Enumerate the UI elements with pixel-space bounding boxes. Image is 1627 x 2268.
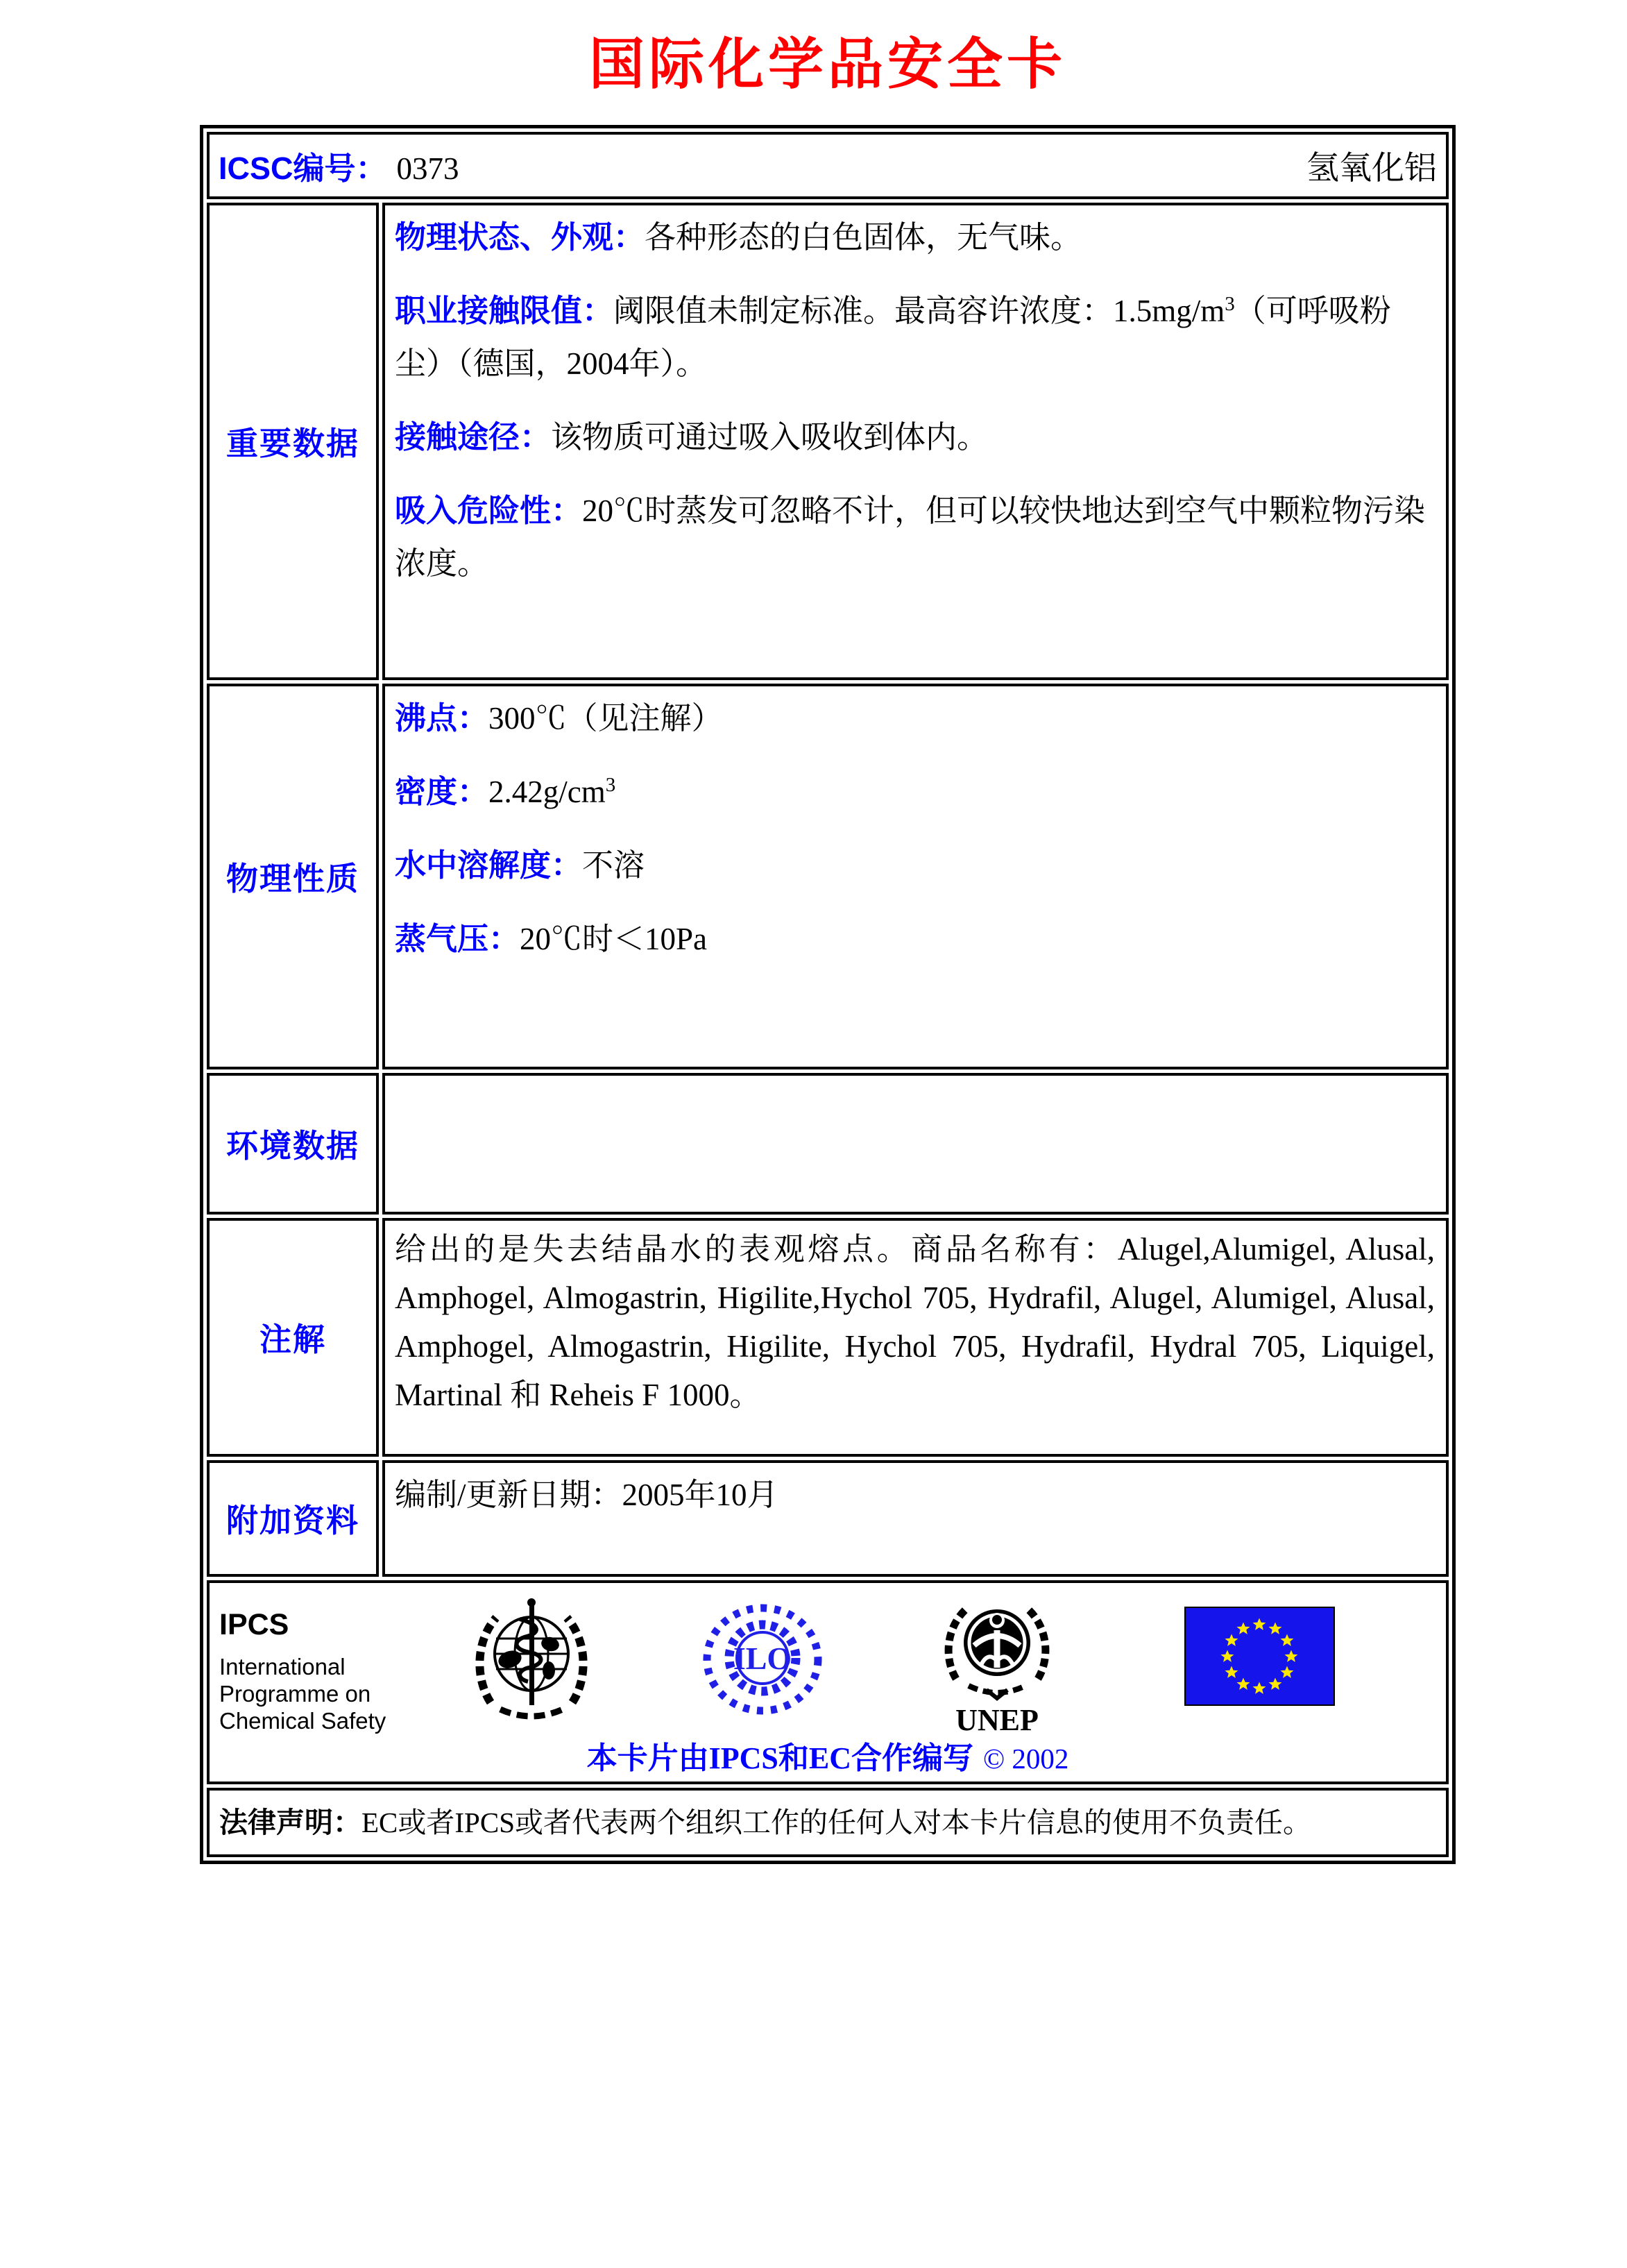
field-occupational-exposure-limits <box>395 285 1435 390</box>
field-label: 沸点： <box>395 700 489 736</box>
section-content-additional-information <box>382 1460 1449 1577</box>
legal-notice-text: EC或者IPCS或者代表两个组织工作的任何人对本卡片信息的使用不负责任。 <box>361 1806 1311 1838</box>
section-label-notes: 注解 <box>207 1218 379 1457</box>
ipcs-text-block <box>219 1608 393 1734</box>
legal-notice-label: 法律声明： <box>219 1806 361 1838</box>
field-text: 20℃时蒸发可忽略不计，但可以较快地达到空气中颗粒物污染浓度。 <box>395 493 1426 581</box>
notes-text: 给出的是失去结晶水的表观熔点。商品名称有：Alugel,Alumigel, Alusal, Amphogel, Almogastrin, Higilite,Hychol 705, Hydrafil, Alugel, Alumigel, Alusal, Amphogel, Almogastrin, Higilite, Hychol 705, Hydrafil, Hydral 705, Liquigel, Martinal 和 Reheis F 1000。 <box>395 1232 1435 1412</box>
ipcs-line: International <box>219 1654 346 1679</box>
superscript: 3 <box>1225 293 1235 315</box>
row-physical-properties <box>207 684 1449 1069</box>
who-emblem-icon <box>466 1593 597 1726</box>
icsc-card-table <box>200 125 1456 1864</box>
row-legal-notice <box>207 1788 1449 1857</box>
section-label-physical-properties: 物理性质 <box>207 684 379 1069</box>
header-row <box>207 132 1449 199</box>
field-physical-state <box>395 211 1435 264</box>
section-content-notes <box>382 1218 1449 1457</box>
field-text: 该物质可通过吸入吸收到体内。 <box>551 420 989 455</box>
header-cell <box>207 132 1449 199</box>
field-text: 300℃（见注解） <box>488 701 723 736</box>
field-text: 不溶 <box>582 848 645 883</box>
eu-flag-icon <box>1184 1607 1335 1706</box>
ipcs-line: Programme on <box>219 1681 371 1707</box>
icsc-number-value: 0373 <box>396 151 459 186</box>
section-content-environmental-data <box>382 1073 1449 1215</box>
ilo-emblem-icon <box>701 1604 824 1716</box>
row-environmental-data <box>207 1073 1449 1215</box>
field-label: 接触途径： <box>395 419 552 455</box>
section-content-physical-properties <box>382 684 1449 1069</box>
row-notes <box>207 1218 1449 1457</box>
field-boiling-point <box>395 692 1435 745</box>
field-text: 编制/更新日期：2005年10月 <box>395 1478 778 1512</box>
field-density <box>395 765 1435 818</box>
field-vapour-pressure <box>395 913 1435 965</box>
unep-emblem-icon <box>938 1597 1056 1736</box>
legal-notice-cell <box>207 1788 1449 1857</box>
field-date-of-update <box>395 1469 1435 1521</box>
field-label: 密度： <box>395 774 489 809</box>
ipcs-title: IPCS <box>219 1608 289 1641</box>
field-routes-of-exposure <box>395 411 1435 464</box>
attribution-text: 本卡片由IPCS和EC合作编写 <box>586 1741 973 1775</box>
ilo-letters: ILO <box>733 1641 792 1676</box>
field-text-continued: （可呼吸粉尘）（德国，2004年）。 <box>395 294 1391 381</box>
field-inhalation-risk <box>395 484 1435 590</box>
page-title: 国际化学品安全卡 <box>589 35 1066 96</box>
row-additional-information <box>207 1460 1449 1577</box>
field-label: 物理状态、外观： <box>395 219 645 255</box>
section-label-additional-information: 附加资料 <box>207 1460 379 1577</box>
section-label-environmental-data: 环境数据 <box>207 1073 379 1215</box>
section-label-important-data: 重要数据 <box>207 203 379 680</box>
field-text: 阈限值未制定标准。最高容许浓度：1.5mg/m <box>613 294 1225 328</box>
logos-strip <box>219 1589 1436 1736</box>
row-logos <box>207 1580 1449 1784</box>
attribution-caption <box>219 1741 1436 1776</box>
ipcs-line: Chemical Safety <box>219 1708 386 1734</box>
chemical-name: 氢氧化铝 <box>1306 151 1437 187</box>
unep-label: UNEP <box>955 1703 1039 1736</box>
field-text: 各种形态的白色固体，无气味。 <box>645 220 1082 255</box>
field-label: 吸入危险性： <box>395 493 583 528</box>
logos-cell <box>207 1580 1449 1784</box>
field-water-solubility <box>395 839 1435 892</box>
icsc-number-group <box>219 143 459 188</box>
superscript: 3 <box>605 774 616 796</box>
row-important-data <box>207 203 1449 680</box>
field-text: 2.42g/cm <box>488 775 606 809</box>
copyright-text: © 2002 <box>982 1743 1069 1775</box>
icsc-number-label: ICSC编号： <box>219 151 387 186</box>
field-label: 水中溶解度： <box>395 847 583 883</box>
field-label: 蒸气压： <box>395 921 520 956</box>
section-content-important-data <box>382 203 1449 680</box>
field-label: 职业接触限值： <box>395 293 614 328</box>
field-text: 20℃时＜10Pa <box>520 922 708 956</box>
